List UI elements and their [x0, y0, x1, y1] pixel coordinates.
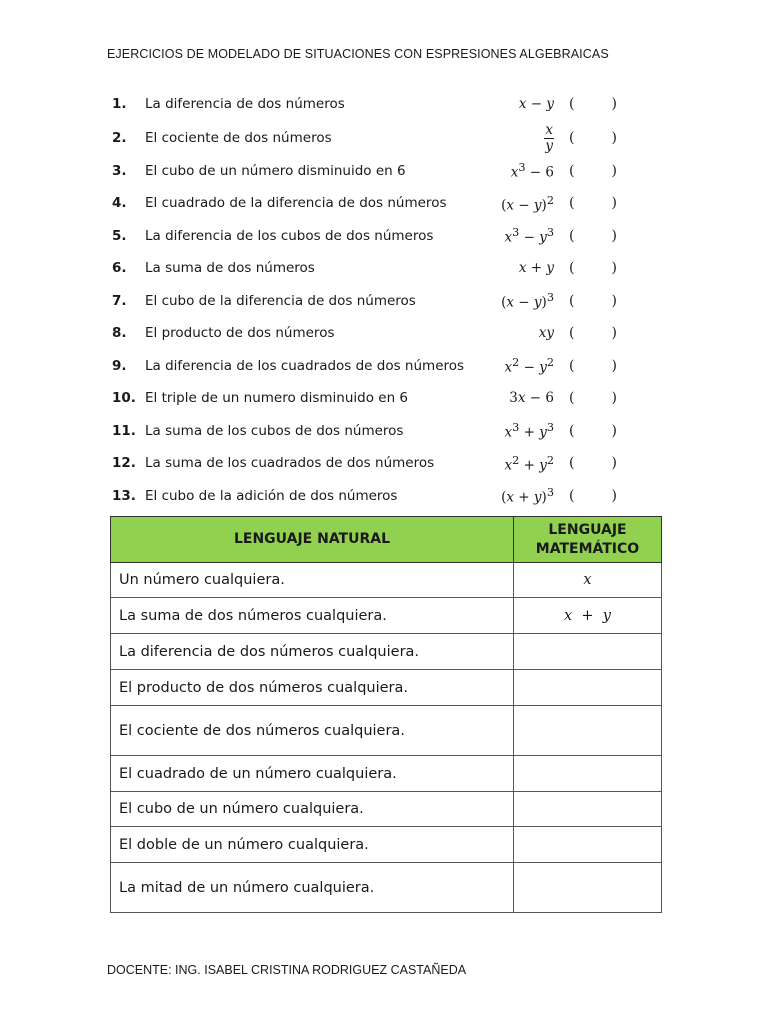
table-row [111, 706, 662, 756]
exercise-item [112, 317, 632, 350]
table-row [111, 670, 662, 706]
answer-blank[interactable] [569, 390, 617, 406]
table-row [111, 827, 662, 863]
exercise-text: La diferencia de los cuadrados de dos números [145, 357, 465, 374]
exercise-expression: $(x - y)^2$ [501, 193, 554, 213]
exercise-text: El cociente de dos números [145, 129, 332, 146]
exercise-item [112, 155, 632, 188]
exercise-expression: x + y [518, 260, 554, 277]
open-paren: ( [569, 487, 575, 504]
math-language-cell[interactable] [514, 706, 662, 756]
math-language-cell[interactable] [514, 863, 662, 913]
exercise-number: 4. [112, 195, 127, 212]
exercise-item [112, 382, 632, 415]
open-paren: ( [569, 162, 575, 179]
natural-language-cell: El cociente de dos números cualquiera. [111, 706, 514, 756]
exercise-number: 5. [112, 227, 127, 244]
teacher-footer: DOCENTE: ING. ISABEL CRISTINA RODRIGUEZ CASTAÑEDA [107, 963, 467, 977]
col-header-math-line2: MATEMÁTICO [535, 540, 640, 557]
exercise-expression: $x^3 + y^3$ [504, 421, 554, 441]
close-paren: ) [611, 357, 617, 374]
open-paren: ( [569, 325, 575, 342]
answer-blank[interactable] [569, 423, 617, 439]
open-paren: ( [569, 455, 575, 472]
answer-blank[interactable] [569, 488, 617, 504]
table-row [111, 863, 662, 913]
exercise-number: 2. [112, 129, 127, 146]
math-language-cell[interactable]: x + y [514, 598, 662, 634]
answer-blank[interactable] [569, 195, 617, 211]
col-header-math-line1: LENGUAJE [548, 521, 627, 538]
exercise-item [112, 88, 632, 121]
math-language-cell[interactable] [514, 792, 662, 827]
exercise-number: 8. [112, 325, 127, 342]
exercise-item [112, 480, 632, 513]
table-row [111, 756, 662, 792]
close-paren: ) [611, 96, 617, 113]
language-table [110, 516, 662, 913]
exercise-number: 13. [112, 487, 136, 504]
exercise-item [112, 121, 632, 155]
exercise-expression: $x^3 - y^3$ [504, 226, 554, 246]
exercise-item [112, 220, 632, 253]
answer-blank[interactable] [569, 130, 617, 146]
exercise-text: El cuadrado de la diferencia de dos números [145, 195, 447, 212]
exercise-item [112, 415, 632, 448]
exercise-text: La suma de los cuadrados de dos números [145, 455, 435, 472]
natural-language-cell: Un número cualquiera. [111, 563, 514, 598]
exercise-text: La diferencia de los cubos de dos números [145, 227, 434, 244]
answer-blank[interactable] [569, 358, 617, 374]
exercise-item [112, 447, 632, 480]
table-row [111, 634, 662, 670]
exercise-text: La suma de dos números [145, 260, 315, 277]
exercise-text: El cubo de la diferencia de dos números [145, 292, 416, 309]
answer-blank[interactable] [569, 260, 617, 276]
math-language-cell[interactable] [514, 756, 662, 792]
close-paren: ) [611, 487, 617, 504]
answer-blank[interactable] [569, 163, 617, 179]
close-paren: ) [611, 422, 617, 439]
open-paren: ( [569, 227, 575, 244]
exercise-item [112, 350, 632, 383]
table-row [111, 598, 662, 634]
exercise-expression: $\frac{x}{y}$ [545, 122, 553, 154]
close-paren: ) [611, 260, 617, 277]
close-paren: ) [611, 292, 617, 309]
close-paren: ) [611, 325, 617, 342]
natural-language-cell: El cubo de un número cualquiera. [111, 792, 514, 827]
exercise-number: 9. [112, 357, 127, 374]
exercise-number: 12. [112, 455, 136, 472]
exercise-item [112, 187, 632, 220]
answer-blank[interactable] [569, 293, 617, 309]
exercise-text: La suma de los cubos de dos números [145, 422, 404, 439]
math-language-cell[interactable] [514, 634, 662, 670]
natural-language-cell: La diferencia de dos números cualquiera. [111, 634, 514, 670]
col-header-natural: LENGUAJE NATURAL [111, 517, 514, 563]
exercise-text: El cubo de un número disminuido en 6 [145, 162, 406, 179]
natural-language-cell: El cuadrado de un número cualquiera. [111, 756, 514, 792]
exercise-expression: $(x + y)^3$ [501, 486, 554, 506]
exercise-number: 11. [112, 422, 136, 439]
math-language-cell[interactable] [514, 670, 662, 706]
math-language-cell[interactable] [514, 827, 662, 863]
open-paren: ( [569, 260, 575, 277]
table-row [111, 792, 662, 827]
exercise-number: 7. [112, 292, 127, 309]
exercise-item [112, 252, 632, 285]
close-paren: ) [611, 162, 617, 179]
open-paren: ( [569, 292, 575, 309]
exercise-number: 1. [112, 96, 127, 113]
exercise-expression: xy [538, 325, 554, 342]
open-paren: ( [569, 195, 575, 212]
exercise-expression: $x^2 + y^2$ [504, 453, 554, 473]
exercise-text: El producto de dos números [145, 325, 335, 342]
exercise-list [112, 88, 632, 512]
close-paren: ) [611, 129, 617, 146]
exercise-number: 10. [112, 390, 136, 407]
close-paren: ) [611, 455, 617, 472]
exercise-text: El cubo de la adición de dos números [145, 487, 398, 504]
exercise-number: 6. [112, 260, 127, 277]
open-paren: ( [569, 390, 575, 407]
natural-language-cell: El producto de dos números cualquiera. [111, 670, 514, 706]
open-paren: ( [569, 357, 575, 374]
exercise-expression: x − y [518, 96, 554, 113]
answer-blank[interactable] [569, 455, 617, 471]
answer-blank[interactable] [569, 228, 617, 244]
exercise-number: 3. [112, 162, 127, 179]
natural-language-cell: El doble de un número cualquiera. [111, 827, 514, 863]
exercise-expression: 3x − 6 [509, 390, 554, 407]
answer-blank[interactable] [569, 325, 617, 341]
exercise-expression: $x^2 - y^2$ [504, 356, 554, 376]
close-paren: ) [611, 227, 617, 244]
exercise-expression: $x^3 - 6$ [510, 161, 554, 181]
natural-language-cell: La mitad de un número cualquiera. [111, 863, 514, 913]
close-paren: ) [611, 195, 617, 212]
open-paren: ( [569, 96, 575, 113]
close-paren: ) [611, 390, 617, 407]
table-row [111, 563, 662, 598]
open-paren: ( [569, 422, 575, 439]
col-header-math [514, 517, 662, 563]
natural-language-cell: La suma de dos números cualquiera. [111, 598, 514, 634]
page-title: EJERCICIOS DE MODELADO DE SITUACIONES CON ESPRESIONES ALGEBRAICAS [107, 47, 609, 61]
exercise-item [112, 285, 632, 318]
open-paren: ( [569, 129, 575, 146]
answer-blank[interactable] [569, 96, 617, 112]
exercise-expression: $(x - y)^3$ [501, 291, 554, 311]
math-language-cell[interactable]: x [514, 563, 662, 598]
exercise-text: El triple de un numero disminuido en 6 [145, 390, 409, 407]
exercise-text: La diferencia de dos números [145, 96, 345, 113]
